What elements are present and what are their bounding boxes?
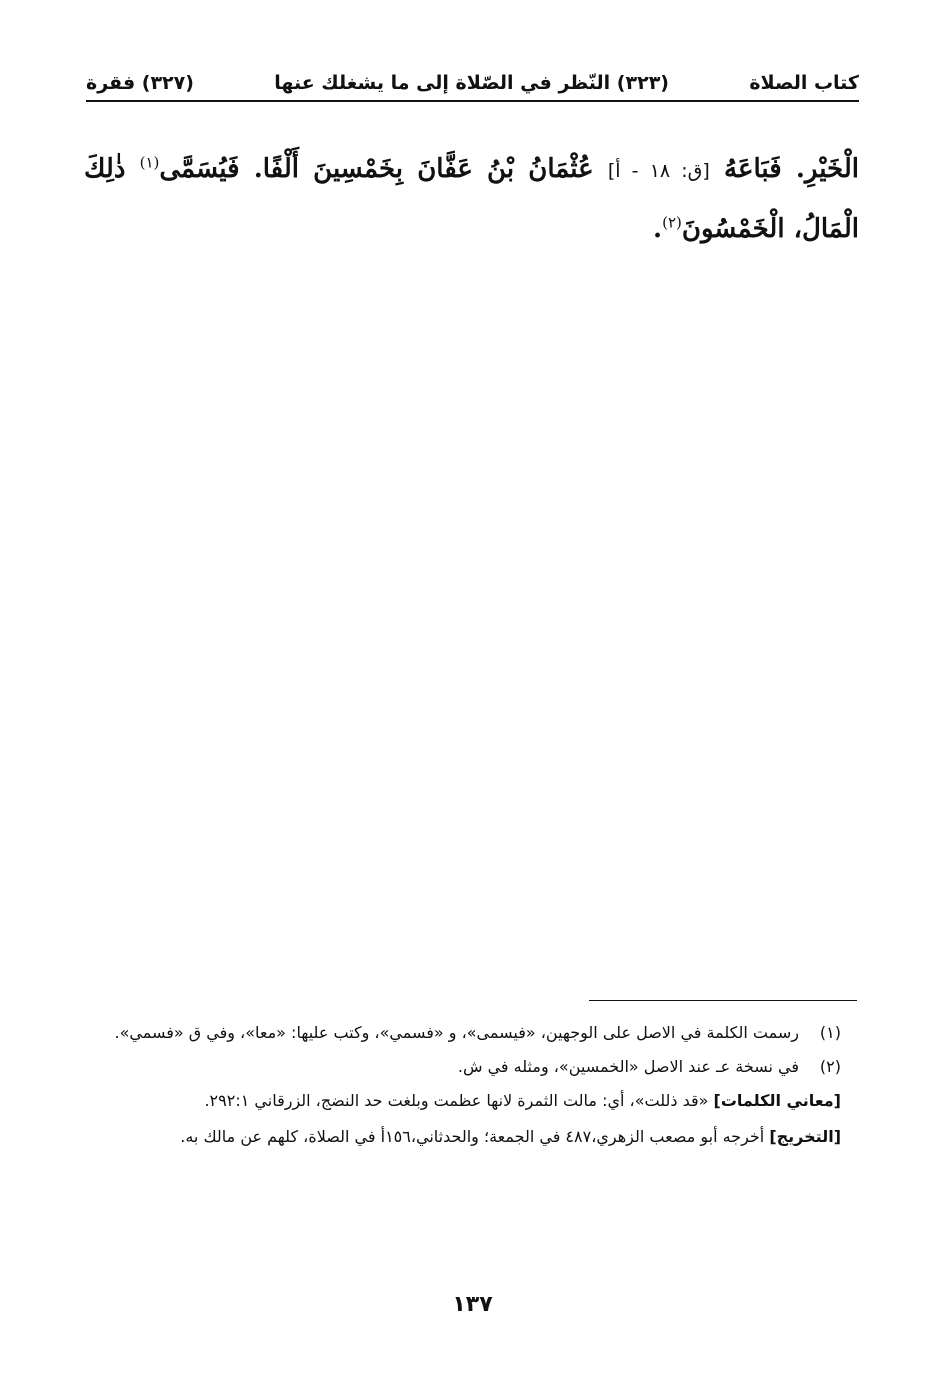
manuscript-folio-marker: [ق: ١٨ - أ] [607, 160, 710, 182]
main-text [84, 140, 859, 258]
footnotes-section [92, 1018, 841, 1158]
book-title: كتاب الصلاة [749, 72, 859, 94]
footnote-text: رسمت الكلمة في الاصل على الوجهين، «فيسمى»، و «فسمي»، وكتب عليها: «معا»، وفي ق «فسمي». [114, 1023, 799, 1042]
takhrij-text: أخرجه أبو مصعب الزهري،٤٨٧ في الجمعة؛ والحدثاني،١٥٦أ في الصلاة، كلهم عن مالك به. [180, 1127, 765, 1146]
word-meanings-text: «قد ذللت»، أي: مالت الثمرة لانها عظمت وبلغت حد النضج، الزرقاني ٢٩٢:١. [204, 1091, 709, 1110]
footnote-separator [589, 1000, 857, 1001]
footnote-text: في نسخة عـ عند الاصل «الخمسين»، ومثله في ش. [457, 1057, 799, 1076]
footnote-number: (١) [819, 1023, 841, 1042]
footnote-ref-1: (١) [139, 153, 160, 172]
text-segment: ذٰلِكَ الْمَالُ، الْخَمْسُونَ [84, 154, 859, 244]
footnote [92, 1018, 841, 1048]
takhrij [92, 1122, 841, 1152]
text-segment: عُثْمَانُ بْنُ عَفَّانَ بِخَمْسِينَ أَلْفًا. فَيُسَمَّى [159, 154, 594, 184]
word-meanings [92, 1086, 841, 1116]
word-meanings-label: [معاني الكلمات] [713, 1091, 841, 1110]
page-number: ١٣٧ [452, 1292, 493, 1317]
paragraph-number: (٣٢٧) فقرة [86, 72, 194, 94]
takhrij-label: [التخريج] [769, 1127, 841, 1146]
footnote-ref-2: (٢) [662, 213, 682, 232]
running-header [86, 62, 859, 102]
footnote [92, 1052, 841, 1082]
chapter-title: (٣٢٣) النّظر في الصّلاة إلى ما يشغلك عنها [274, 72, 669, 94]
footnote-number: (٢) [819, 1057, 841, 1076]
text-segment: . [653, 214, 663, 244]
text-segment: الْخَيْرِ. فَبَاعَهُ [724, 154, 859, 184]
